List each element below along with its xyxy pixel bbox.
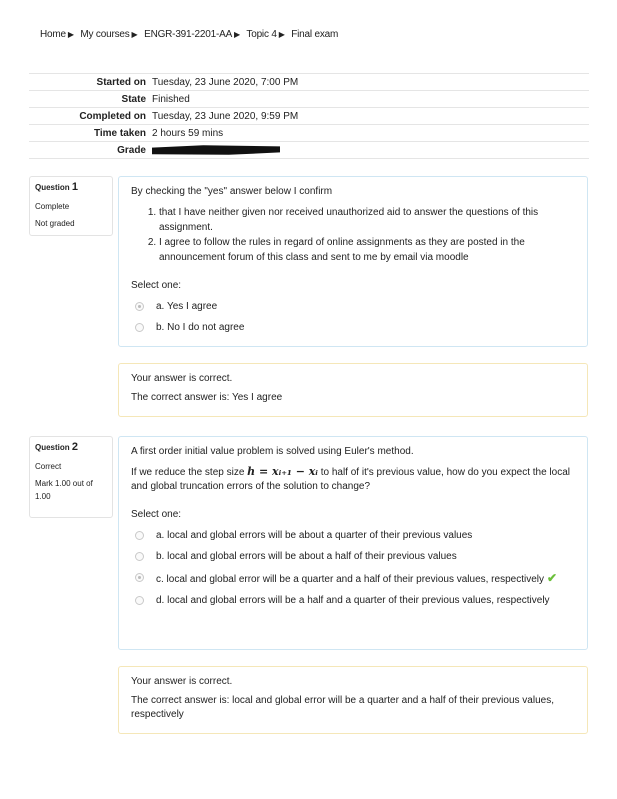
summary-value: Tuesday, 23 June 2020, 7:00 PM xyxy=(152,76,299,88)
question-state: Correct xyxy=(35,462,62,471)
question-1-feedback xyxy=(118,363,588,417)
radio-button[interactable] xyxy=(135,323,144,332)
breadcrumb-course-link[interactable]: ENGR-391-2201-AA xyxy=(144,29,233,40)
question-1-formulation xyxy=(118,176,588,347)
question-body-text: to half of it's previous value, how do you expect the local and global truncation errors of the solution to change? xyxy=(131,467,570,492)
answer-option-label: b. No I do not agree xyxy=(156,322,245,333)
summary-value xyxy=(152,142,589,159)
breadcrumb-final-exam-link[interactable]: Final exam xyxy=(291,29,339,40)
breadcrumb-topic-link[interactable]: Topic 4 xyxy=(246,29,277,40)
grade-redaction xyxy=(152,144,280,156)
answer-option-a[interactable] xyxy=(131,300,575,314)
question-grade-info: Not graded xyxy=(35,219,75,228)
breadcrumb xyxy=(40,29,338,40)
step-size-formula: h = xᵢ₊₁ − xᵢ xyxy=(247,465,318,478)
attempt-summary-table xyxy=(29,73,589,159)
summary-value: 2 hours 59 mins xyxy=(152,127,224,139)
breadcrumb-separator-icon: ▶ xyxy=(234,30,240,39)
radio-button[interactable] xyxy=(135,596,144,605)
radio-button-selected[interactable] xyxy=(135,302,144,311)
question-2-info xyxy=(29,436,113,518)
breadcrumb-my-courses-link[interactable]: My courses xyxy=(80,29,130,40)
question-number-prefix: Question xyxy=(35,443,70,452)
select-one-label: Select one: xyxy=(131,509,182,520)
summary-row-started xyxy=(29,74,589,91)
summary-row-state xyxy=(29,91,589,108)
answer-option-label: c. local and global error will be a quarter and a half of their previous values, respectively xyxy=(156,574,544,585)
summary-value: Tuesday, 23 June 2020, 9:59 PM xyxy=(152,110,299,122)
question-2-formulation xyxy=(118,436,588,650)
summary-label: Time taken xyxy=(93,127,146,139)
question-number-prefix: Question xyxy=(35,183,70,192)
answer-option-label: a. Yes I agree xyxy=(156,301,218,312)
feedback-correct-answer: The correct answer is: local and global error will be a quarter and a half of their previous values, respectively xyxy=(131,695,554,720)
summary-label: Completed on xyxy=(79,110,146,122)
answer-option-label: a. local and global errors will be about a quarter of their previous values xyxy=(156,530,473,541)
question-body xyxy=(131,465,575,494)
answer-option-b[interactable] xyxy=(131,550,575,564)
summary-row-grade xyxy=(29,142,589,159)
answer-option-label: b. local and global errors will be about a half of their previous values xyxy=(156,551,457,562)
summary-row-time-taken xyxy=(29,125,589,142)
question-1-info xyxy=(29,176,113,236)
select-one-label: Select one: xyxy=(131,280,182,291)
question-state: Complete xyxy=(35,202,70,211)
answer-option-d[interactable] xyxy=(131,594,575,608)
answer-option-b[interactable] xyxy=(131,321,575,335)
summary-row-completed xyxy=(29,108,589,125)
question-grade-info: Mark 1.00 out of 1.00 xyxy=(35,479,93,501)
radio-button[interactable] xyxy=(135,531,144,540)
correct-check-icon: ✔ xyxy=(546,571,558,585)
radio-button-selected[interactable] xyxy=(135,573,144,582)
feedback-correct-answer: The correct answer is: Yes I agree xyxy=(131,392,283,403)
answer-option-c[interactable] xyxy=(131,571,575,587)
question-number-value: 2 xyxy=(71,441,79,453)
conditions-list xyxy=(131,205,575,265)
breadcrumb-home-link[interactable]: Home xyxy=(40,29,66,40)
breadcrumb-separator-icon: ▶ xyxy=(131,30,138,39)
breadcrumb-separator-icon: ▶ xyxy=(67,30,74,39)
summary-label: Grade xyxy=(117,144,146,156)
question-number xyxy=(35,441,107,453)
question-body-text: If we reduce the step size xyxy=(131,467,248,478)
feedback-result: Your answer is correct. xyxy=(131,373,233,384)
summary-label: State xyxy=(121,93,146,105)
question-number-value: 1 xyxy=(71,181,79,193)
feedback-result: Your answer is correct. xyxy=(131,676,233,687)
breadcrumb-separator-icon: ▶ xyxy=(278,30,285,39)
question-2-feedback xyxy=(118,666,588,734)
radio-button[interactable] xyxy=(135,552,144,561)
summary-label: Started on xyxy=(96,76,146,88)
list-item: 2. I agree to follow the rules in regard of online assignments as they are posted in the announcement forum of this class and sent to me by email via moodle xyxy=(159,235,575,265)
question-text: By checking the "yes" answer below I confirm xyxy=(131,186,333,197)
answer-option-label: d. local and global errors will be a half and a quarter of their previous values, respectively xyxy=(156,595,550,606)
question-text: A first order initial value problem is solved using Euler's method. xyxy=(131,446,414,457)
list-item: 1. that I have neither given nor received unauthorized aid to answer the questions of this assignment. xyxy=(159,205,575,235)
question-number xyxy=(35,181,107,193)
summary-value: Finished xyxy=(152,93,190,105)
answer-option-a[interactable] xyxy=(131,529,575,543)
answer-option-label-wrap xyxy=(156,571,557,587)
